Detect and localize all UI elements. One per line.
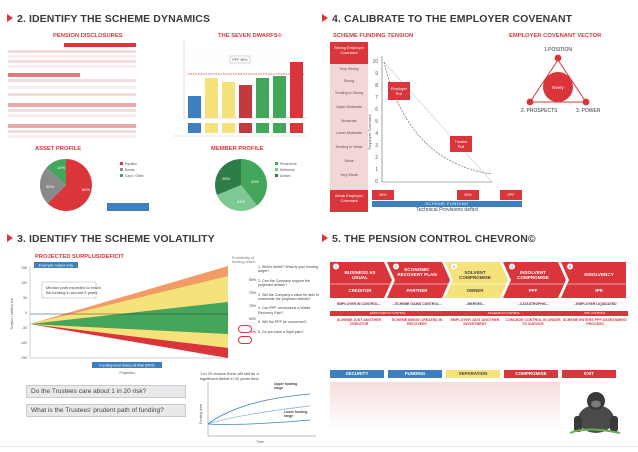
svg-text:9: 9: [375, 71, 378, 77]
table-header-bar: [8, 73, 80, 77]
funding-box-65: 65%: [372, 190, 394, 200]
bar: [205, 78, 218, 118]
projected-funnel-chart: [10, 262, 232, 380]
median-note: Median path expected to reach: [46, 285, 101, 290]
chevron-label-erp: ECONOMIC RECOVERY PLAN: [397, 267, 437, 277]
svg-text:50: 50: [23, 296, 27, 300]
member-profile-heading: MEMBER PROFILE: [211, 146, 264, 152]
svg-text:4: 4: [375, 131, 378, 137]
prob-circle: [238, 336, 252, 344]
employer-pull-label: Employer: [390, 87, 408, 91]
chevron-role-partner: PARTNER: [406, 288, 428, 293]
example-tag: Example output only: [38, 263, 74, 268]
covenant-scale: [330, 42, 368, 212]
prob-level: 75%: [248, 291, 256, 295]
chevron-label-insolvency: INSOLVENCY: [584, 272, 614, 277]
status-column: CONCEDE CONTROL IN ORDER TO SURVIVE: [505, 318, 561, 326]
table-row: [8, 114, 136, 117]
question-list: [258, 265, 320, 339]
section-5-title: 5. THE PENSION CONTROL CHEVRON©: [322, 233, 536, 245]
table-header-bar: [8, 124, 136, 128]
svg-text:Pull: Pull: [395, 92, 403, 96]
legend-entry: Bonds: [125, 168, 135, 172]
svg-text:3: 3: [453, 265, 455, 269]
status-column: EMPLOYER JUST ANOTHER INVESTMENT: [450, 318, 500, 326]
stage-label: ...MERGES...: [464, 302, 486, 306]
status-column: SCHEME BEING CREATED IN RECOVERY: [391, 318, 443, 326]
bar: [188, 96, 201, 118]
stage-label: EMPLOYER IN CONTROL...: [337, 302, 381, 306]
y-axis-label: Employer Covenant: [367, 114, 372, 150]
svg-text:1: 1: [335, 265, 337, 269]
question-item: 1. Which deficit? What is your funding target?: [258, 265, 319, 274]
lower-range-label: Lower funding: [284, 410, 308, 414]
bar: [273, 76, 286, 118]
svg-text:5: 5: [569, 265, 571, 269]
gorilla-icon: [566, 386, 624, 436]
table-header-bar: [8, 103, 136, 107]
svg-text:Pull: Pull: [457, 145, 465, 149]
scale-level: Very Strong: [339, 67, 359, 71]
svg-text:2: 2: [375, 155, 378, 161]
triangle-icon: [322, 14, 328, 22]
pension-disclosures-heading: PENSION DISCLOSURES: [53, 33, 123, 39]
vector-prospects-label: 2. PROSPECTS: [521, 108, 558, 114]
svg-text:full funding in around 5 years: full funding in around 5 years: [46, 290, 98, 295]
trustee-pull-label: Trustee: [454, 140, 468, 144]
stage-label: ...CATASTROPHIC...: [516, 302, 550, 306]
chevron-label-solvent: SOLVENT COMPROMISE: [459, 270, 491, 280]
chevron-label-insolvent: INSOLVENT COMPROMISE: [517, 270, 549, 280]
funding-tension-heading: SCHEME FUNDING TENSION: [333, 33, 414, 39]
chevron-role-ppf: PPF: [528, 288, 538, 293]
funding-box-ppf: PPF: [500, 190, 522, 200]
legend-entry: Actives: [280, 174, 291, 178]
status-column: SCHEME ENTERS PPF ASSESSMENT PROCESS: [562, 318, 628, 326]
question-item: 2. Can the Company support the projected deficits?: [258, 278, 310, 288]
question-item: 4. Can PPF conclusions a Viable Recovery Plan?: [258, 306, 311, 315]
question-item: 6. Do you have a flight plan?: [258, 329, 304, 334]
table-row: [8, 65, 136, 68]
prob-level: 75%: [248, 304, 256, 308]
scale-level: Strong: [343, 79, 355, 83]
vector-power-label: 3. POWER: [576, 108, 601, 114]
svg-text:0: 0: [375, 179, 378, 185]
y-axis-label: Surplus / (deficit) £m: [10, 298, 14, 330]
pie-label: 43%: [251, 179, 260, 184]
question-box-1-in-20: Do the Trustees care about 1 in 20 risk?: [26, 385, 186, 398]
section-2-title: 2. IDENTIFY THE SCHEME DYNAMICS: [7, 13, 210, 25]
svg-text:6: 6: [375, 107, 378, 113]
pill-exit: EXIT: [562, 370, 616, 378]
chance-note: 1 in 20 chance there will still be a significant deficit in 20 years time: [200, 371, 259, 381]
legend-entry: Equities: [125, 162, 137, 166]
table-header-bar: [64, 43, 136, 47]
funding-box-55: 55%: [457, 190, 479, 200]
scale-level: Tending to Strong: [334, 91, 364, 95]
svg-text:-100: -100: [20, 341, 27, 345]
prob-level: 50%: [248, 317, 256, 321]
probability-title: Probability of funding return: [232, 256, 256, 265]
stage-label: ...SCHEME GAINS CONTROL...: [392, 302, 442, 306]
seven-dwarfs-chart: [172, 38, 310, 148]
question-item: 3. Will the Company's value be able to underwrite the projected deficits?: [258, 292, 320, 302]
footer-line: [0, 446, 638, 447]
triangle-icon: [322, 234, 328, 242]
svg-text:-150: -150: [20, 356, 27, 360]
upper-range-label: Upper funding: [274, 382, 298, 386]
table-row: [8, 79, 136, 82]
covenant-vector-diagram: [508, 40, 608, 124]
disclosure-table: [8, 42, 136, 142]
svg-text:150: 150: [21, 266, 27, 270]
legend-entry: Deferreds: [280, 168, 295, 172]
triangle-icon: [7, 14, 13, 22]
bar: [290, 62, 303, 118]
chevron-role-tpr: tPR: [595, 288, 603, 293]
pill-compromise: COMPROMISE: [504, 370, 558, 378]
strong-covenant-label: Strong Employer Covenant: [330, 42, 368, 64]
chevron-role-owner: OWNER: [466, 288, 484, 293]
legend-entry: Cash / Other: [125, 174, 144, 178]
bar: [222, 82, 235, 118]
band-ppf-control: PPF CONTROL: [562, 311, 628, 316]
pill-separation: SEPARATION: [446, 370, 500, 378]
scale-level: Lower Moderate: [336, 131, 362, 135]
seven-dwarfs-heading: THE SEVEN DWARFS©: [218, 33, 282, 39]
svg-text:range: range: [274, 386, 284, 390]
chevron-label-bau: BUSINESS AS USUAL: [344, 270, 376, 280]
legend-entry: Pensioners: [280, 162, 297, 166]
prob-level: 5%: [250, 330, 256, 334]
svg-text:-50: -50: [22, 326, 27, 330]
table-row: [8, 135, 136, 138]
svg-text:8: 8: [375, 83, 378, 89]
vector-position-label: 1.POSITION: [543, 47, 573, 53]
svg-text:7: 7: [375, 95, 378, 101]
mini-y-label: Funding level: [199, 403, 203, 425]
y-ticks: [20, 266, 27, 360]
pill-funding: FUNDING: [388, 370, 442, 378]
covenant-vector-heading: EMPLOYER COVENANT VECTOR: [509, 33, 602, 39]
funding-band-label: Funding level Status at Risk (95%): [99, 363, 155, 368]
stage-label: ...EMPLOYER LIQUIDATED: [573, 302, 617, 306]
band-employer-control: EMPLOYER IN CONTROL: [330, 311, 446, 316]
gradient-strip: [330, 382, 560, 432]
table-row: [8, 55, 136, 58]
funding-range-chart: [200, 380, 318, 446]
svg-text:10: 10: [372, 59, 378, 65]
scale-level: Moderate: [341, 119, 357, 123]
svg-text:range: range: [284, 414, 294, 418]
pie-label: 31%: [237, 199, 246, 204]
table-row: [8, 50, 136, 53]
table-row: [8, 60, 136, 63]
scale-level: Tending to Weak: [335, 145, 363, 149]
mini-x-label: Time: [256, 440, 264, 444]
svg-text:3: 3: [375, 143, 378, 149]
table-row: [8, 130, 136, 133]
question-box-prudent-path: What is the Trustees' prudent path of funding?: [26, 404, 186, 417]
pie-label: 26%: [222, 176, 231, 181]
svg-text:0: 0: [25, 311, 27, 315]
band-scheme-control: SCHEME IN CONTROL: [446, 311, 562, 316]
svg-text:5: 5: [375, 119, 378, 125]
pie-label: 56%: [82, 187, 91, 192]
section-3-title: 3. IDENTIFY THE SCHEME VOLATILITY: [7, 233, 215, 245]
ppf-tag: PPF 95%: [232, 58, 248, 62]
bar: [256, 78, 269, 118]
y-ticks: [372, 59, 378, 185]
asset-value-box: [107, 203, 149, 211]
svg-text:100: 100: [21, 281, 27, 285]
projected-heading: PROJECTED SURPLUS/DEFICIT: [35, 254, 124, 260]
x-axis-label: Projection: [119, 371, 135, 375]
weak-covenant-label: Weak Employer Covenant: [330, 190, 368, 212]
prob-level: 95%: [248, 278, 256, 282]
section-4-title: 4. CALIBRATE TO THE EMPLOYER COVENANT: [322, 13, 572, 25]
scheme-funding-band: SCHEME FUNDING: [372, 201, 522, 207]
asset-profile-heading: ASSET PROFILE: [35, 146, 82, 152]
svg-text:2: 2: [395, 265, 397, 269]
vector-center-label: Every: [552, 85, 564, 90]
chevron-role-creditor: CREDITOR: [348, 288, 372, 293]
triangle-icon: [7, 234, 13, 242]
pie-label: 30%: [46, 184, 55, 189]
question-item: 5. Will the PPF be concerned?: [258, 320, 307, 325]
bar: [239, 85, 252, 118]
pill-security: SECURITY: [330, 370, 384, 378]
pie-label: 14%: [57, 165, 66, 170]
scale-level: Weak: [344, 159, 354, 163]
funding-tension-chart: [368, 52, 496, 212]
svg-text:4: 4: [511, 265, 513, 269]
member-profile-pie: [215, 156, 315, 214]
table-row: [8, 86, 136, 89]
table-row: [8, 93, 136, 96]
scale-level: Very Weak: [340, 173, 358, 177]
svg-text:1: 1: [375, 167, 378, 173]
scale-level: Upper Moderate: [336, 105, 362, 109]
x-axis-label: Technical Provisions deficit: [416, 207, 478, 213]
status-column: SCHEME JUST ANOTHER CREDITOR: [336, 318, 382, 326]
table-row: [8, 109, 136, 112]
prob-circle: [238, 325, 252, 333]
